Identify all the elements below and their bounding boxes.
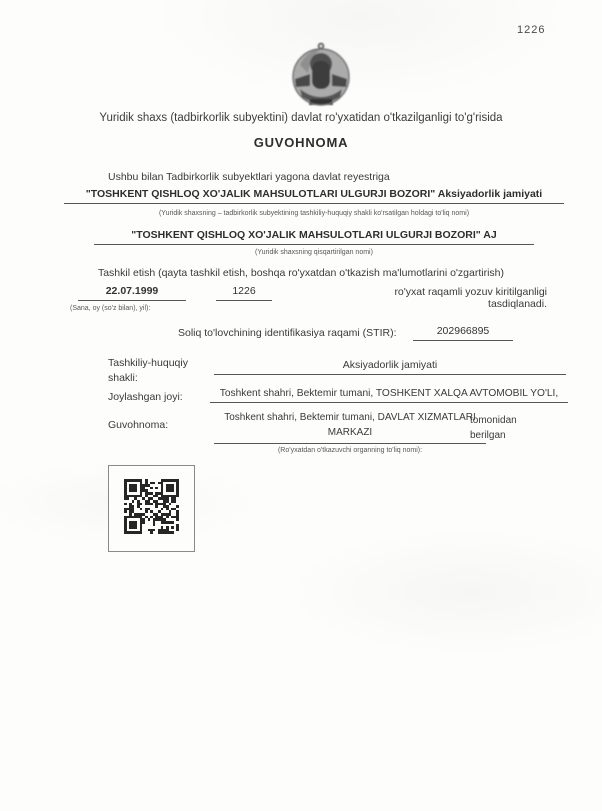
registration-confirm-text: ro'yxat raqamli yozuv kiritilganligi tasdiqlanadi. [394, 286, 547, 310]
full-name-caption: (Yuridik shaxsning – tadbirkorlik subyektining tashkiliy-huquqiy shakli ko'rsatilgan holdagi to'liq nomi) [158, 210, 470, 217]
issuer-suffix-text: tomonidan berilgan [470, 415, 517, 441]
qr-modules [124, 479, 179, 534]
registration-action-text: Tashkil etish (qayta tashkil etish, boshqa ro'yxatdan o'tkazish ma'lumotlarini o'zgartirish) [97, 267, 505, 279]
qr-code [108, 465, 195, 552]
issuer-caption: (Ro'yxatdan o'tkazuvchi organning to'liq nomi): [277, 447, 423, 454]
stir-label: Soliq to'lovchining identifikasiya raqami (STIR): [178, 327, 397, 339]
intro-text: Ushbu bilan Tadbirkorlik subyektlari yagona davlat reyestriga [108, 171, 390, 183]
issuer-label: Guvohnoma: [108, 419, 169, 431]
issuer-value: Toshkent shahri, Bektemir tumani, DAVLAT XIZMATLARI MARKAZI [214, 410, 486, 444]
document-subtitle: Yuridik shaxs (tadbirkorlik subyektini) davlat ro'yxatidan o'tkazilganligi to'g'risida [99, 112, 503, 124]
uzbekistan-emblem-icon [288, 39, 354, 109]
stir-value: 202966895 [413, 325, 513, 341]
short-name-caption: (Yuridik shaxsning qisqartirilgan nomi) [255, 249, 373, 256]
address-label: Joylashgan joyi: [108, 391, 183, 403]
registration-number: 1226 [216, 285, 272, 301]
address-value: Toshkent shahri, Bektemir tumani, TOSHKENT XALQA AVTOMOBIL YO'LI, [210, 388, 568, 403]
registration-date: 22.07.1999 [78, 285, 186, 301]
document-title: GUVOHNOMA [253, 135, 349, 150]
legal-form-value: Aksiyadorlik jamiyati [214, 359, 566, 375]
company-short-name: "TOSHKENT QISHLOQ XO'JALIK MAHSULOTLARI ULGURJI BOZORI" AJ [94, 229, 534, 245]
legal-form-label: Tashkiliy-huquqiy shakli: [108, 357, 188, 385]
company-full-name: "TOSHKENT QISHLOQ XO'JALIK MAHSULOTLARI ULGURJI BOZORI" Aksiyadorlik jamiyati [64, 188, 564, 204]
date-caption: (Sana, oy (so'z bilan), yil): [70, 305, 151, 312]
page-number: 1226 [517, 24, 546, 36]
